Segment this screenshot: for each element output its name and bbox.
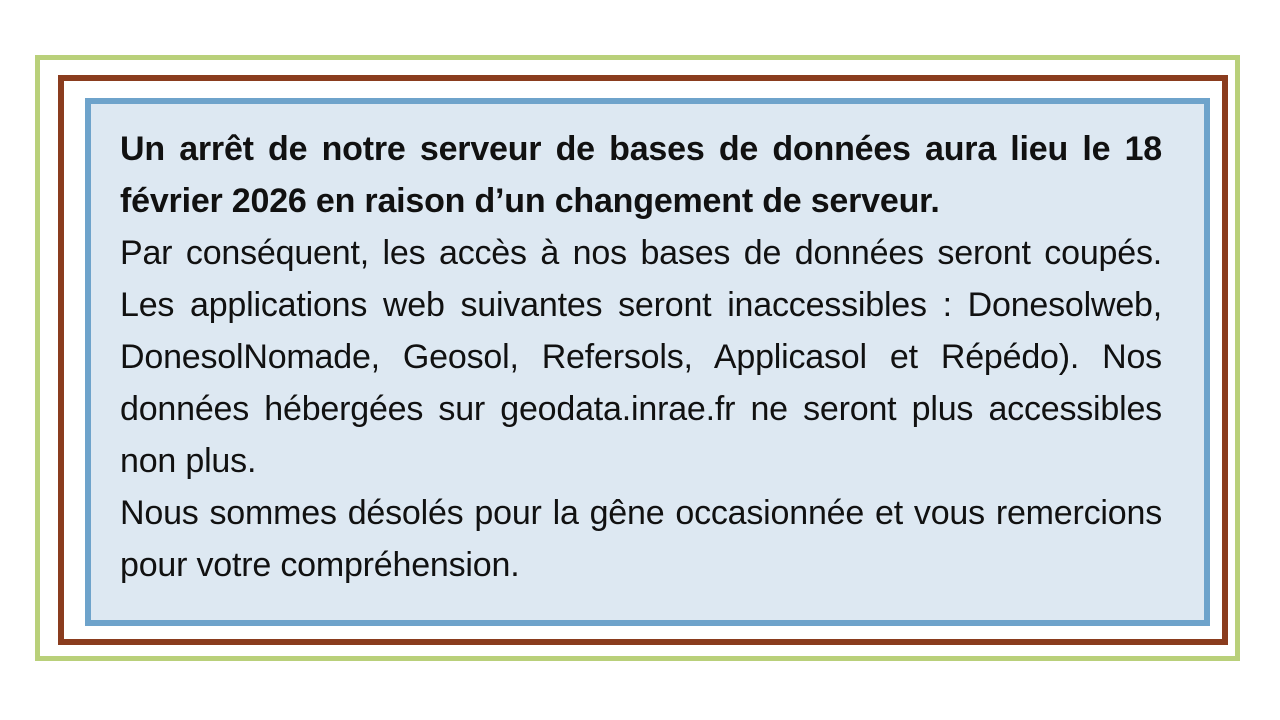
notice-text [120,123,1162,591]
notice-paragraph-access: Par conséquent, les accès à nos bases de données seront coupés. Les applications web suivantes seront inaccessibles : Donesolweb, DonesolNomade, Geosol, Refersols, Applicasol et Répédo). Nos données hébergées sur geodata.inrae.fr ne seront plus accessibles non plus. [120,234,1162,480]
notice-paragraph-apology: Nous sommes désolés pour la gêne occasionnée et vous remercions pour votre compréhension. [120,494,1162,584]
notice-headline: Un arrêt de notre serveur de bases de données aura lieu le 18 février 2026 en raison d’un changement de serveur. [120,130,1162,220]
